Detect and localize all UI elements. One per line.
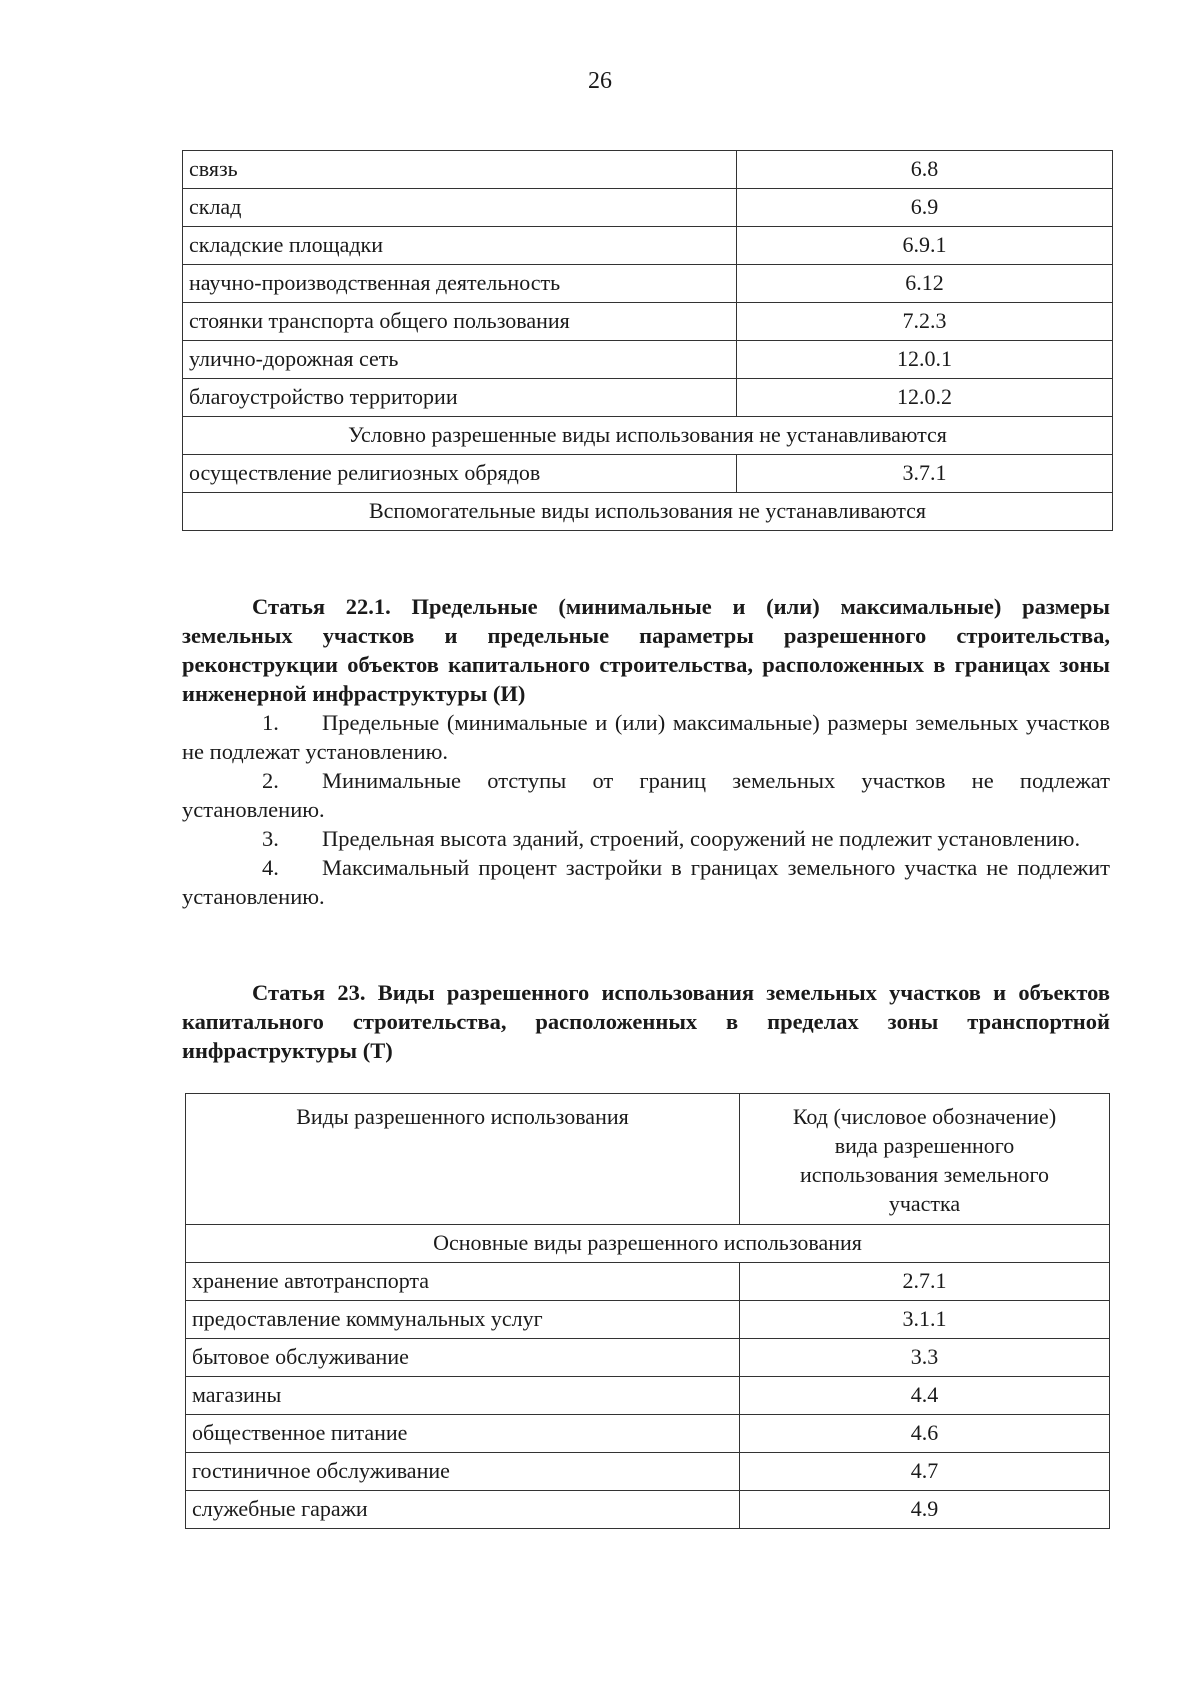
use-code: 6.12 xyxy=(737,265,1113,303)
header-code-line: участка xyxy=(888,1191,961,1217)
land-use-table-transport xyxy=(185,1093,1110,1529)
use-name: стоянки транспорта общего пользования xyxy=(183,303,737,341)
item-text: Предельные (минимальные и (или) максимальные) размеры земельных участков не подлежат установлению. xyxy=(182,710,1110,765)
article-title: Статья 23. Виды разрешенного использования земельных участков и объектов капитального строительства, расположенных в пределах зоны транспортной инфраструктуры (Т) xyxy=(182,980,1110,1064)
table-row xyxy=(183,265,1113,303)
use-code: 4.4 xyxy=(740,1377,1110,1415)
use-code: 4.9 xyxy=(740,1491,1110,1529)
use-name: служебные гаражи xyxy=(186,1491,740,1529)
item-number: 3. xyxy=(262,826,279,852)
section-heading-row xyxy=(183,493,1113,531)
article-item xyxy=(182,824,1110,853)
header-code-line: вида разрешенного xyxy=(834,1133,1015,1159)
use-name: улично-дорожная сеть xyxy=(183,341,737,379)
table-row xyxy=(183,151,1113,189)
land-use-table-engineering xyxy=(182,150,1113,531)
use-code: 6.8 xyxy=(737,151,1113,189)
use-code: 3.3 xyxy=(740,1339,1110,1377)
use-name: осуществление религиозных обрядов xyxy=(183,455,737,493)
table-row xyxy=(186,1415,1110,1453)
use-code: 4.7 xyxy=(740,1453,1110,1491)
table-row xyxy=(183,303,1113,341)
use-name: благоустройство территории xyxy=(183,379,737,417)
header-code-line: Код (числовое обозначение) xyxy=(792,1104,1057,1129)
table-row xyxy=(183,455,1113,493)
table-row xyxy=(183,189,1113,227)
auxiliary-uses-heading: Вспомогательные виды использования не устанавливаются xyxy=(183,493,1113,531)
item-number: 2. xyxy=(262,768,279,794)
use-name: научно-производственная деятельность xyxy=(183,265,737,303)
article-item xyxy=(182,708,1110,766)
use-code: 6.9.1 xyxy=(737,227,1113,265)
use-name: хранение автотранспорта xyxy=(186,1263,740,1301)
use-code: 3.7.1 xyxy=(737,455,1113,493)
article-title: Статья 22.1. Предельные (минимальные и (или) максимальные) размеры земельных участков и предельные параметры разрешенного строительства, реконструкции объектов капитального строительства, расположенных в границах зоны инженерной инфраструктуры (И) xyxy=(182,594,1110,707)
use-name: складские площадки xyxy=(183,227,737,265)
table-row xyxy=(186,1377,1110,1415)
article-item xyxy=(182,853,1110,911)
header-code xyxy=(740,1094,1110,1225)
conditional-uses-heading: Условно разрешенные виды использования не устанавливаются xyxy=(183,417,1113,455)
table-row xyxy=(183,379,1113,417)
use-code: 12.0.2 xyxy=(737,379,1113,417)
item-text: Предельная высота зданий, строений, сооружений не подлежит установлению. xyxy=(322,826,1081,852)
use-name: бытовое обслуживание xyxy=(186,1339,740,1377)
table-row xyxy=(183,341,1113,379)
use-code: 6.9 xyxy=(737,189,1113,227)
use-name: гостиничное обслуживание xyxy=(186,1453,740,1491)
article-item xyxy=(182,766,1110,824)
use-code: 2.7.1 xyxy=(740,1263,1110,1301)
table-row xyxy=(186,1301,1110,1339)
use-name: связь xyxy=(183,151,737,189)
header-code-line: использования земельного xyxy=(799,1162,1050,1188)
table-row xyxy=(186,1339,1110,1377)
table-header-row xyxy=(186,1094,1110,1225)
article-22-1 xyxy=(182,592,1110,911)
main-uses-heading: Основные виды разрешенного использования xyxy=(186,1225,1110,1263)
table-row xyxy=(186,1491,1110,1529)
table-row xyxy=(186,1453,1110,1491)
section-heading-row xyxy=(183,417,1113,455)
article-23 xyxy=(182,978,1110,1065)
section-heading-row xyxy=(186,1225,1110,1263)
header-use-type: Виды разрешенного использования xyxy=(186,1094,740,1225)
use-code: 12.0.1 xyxy=(737,341,1113,379)
use-code: 7.2.3 xyxy=(737,303,1113,341)
table-row xyxy=(186,1263,1110,1301)
table-row xyxy=(183,227,1113,265)
page-number: 26 xyxy=(588,68,612,94)
use-code: 3.1.1 xyxy=(740,1301,1110,1339)
item-text: Максимальный процент застройки в границах земельного участка не подлежит установлению. xyxy=(182,855,1110,910)
use-name: общественное питание xyxy=(186,1415,740,1453)
item-number: 1. xyxy=(262,710,279,736)
use-code: 4.6 xyxy=(740,1415,1110,1453)
use-name: магазины xyxy=(186,1377,740,1415)
use-name: склад xyxy=(183,189,737,227)
item-number: 4. xyxy=(262,855,279,881)
use-name: предоставление коммунальных услуг xyxy=(186,1301,740,1339)
item-text: Минимальные отступы от границ земельных участков не подлежат установлению. xyxy=(182,768,1110,823)
